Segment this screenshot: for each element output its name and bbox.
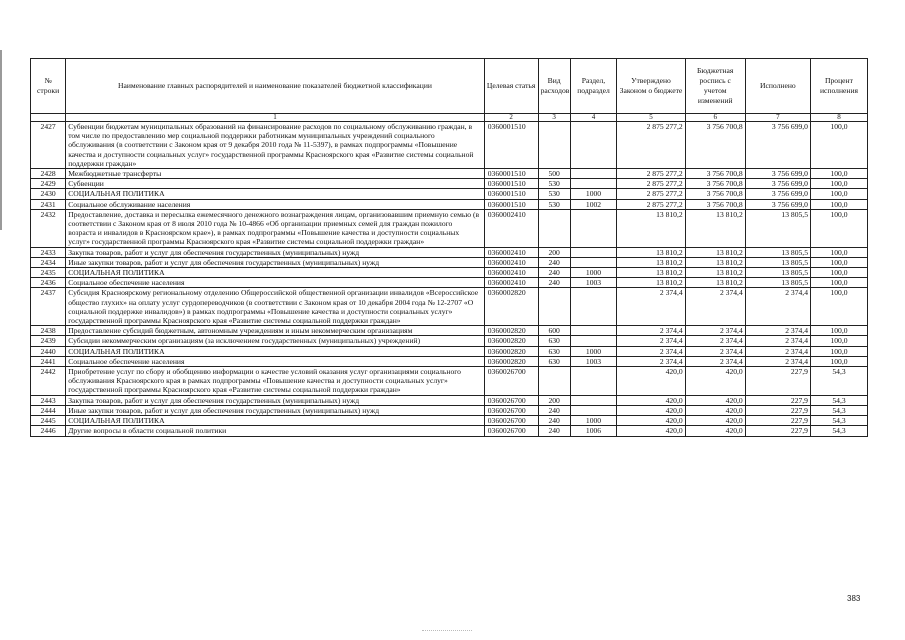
row-percent: 100,0	[810, 189, 867, 199]
row-percent: 100,0	[810, 247, 867, 257]
column-number	[31, 114, 66, 122]
row-approved: 2 374,4	[617, 336, 685, 346]
row-executed: 2 374,4	[745, 326, 810, 336]
table-row	[31, 416, 868, 426]
row-expense-type: 630	[538, 336, 570, 346]
row-percent: 100,0	[810, 209, 867, 247]
row-target-article: 0360026700	[484, 405, 538, 415]
column-number: 7	[745, 114, 810, 122]
row-number: 2446	[31, 426, 66, 436]
table-row	[31, 189, 868, 199]
row-name: СОЦИАЛЬНАЯ ПОЛИТИКА	[66, 346, 485, 356]
row-name: Субсидии некоммерческим организациям (за исключением государственных (муниципальных) учреждений)	[66, 336, 485, 346]
table-row	[31, 426, 868, 436]
row-section	[570, 405, 617, 415]
row-section	[570, 336, 617, 346]
row-section	[570, 209, 617, 247]
row-percent: 54,3	[810, 367, 867, 396]
row-budget-schedule: 13 810,2	[685, 209, 745, 247]
row-approved: 2 374,4	[617, 288, 685, 326]
row-approved: 2 875 277,2	[617, 199, 685, 209]
row-section	[570, 169, 617, 179]
row-budget-schedule: 2 374,4	[685, 326, 745, 336]
row-section: 1000	[570, 346, 617, 356]
row-target-article: 0360026700	[484, 395, 538, 405]
row-target-article: 0360002410	[484, 257, 538, 267]
row-number: 2439	[31, 336, 66, 346]
row-number: 2434	[31, 257, 66, 267]
row-expense-type	[538, 209, 570, 247]
header-section: Раздел, подраздел	[570, 59, 617, 114]
row-budget-schedule: 420,0	[685, 426, 745, 436]
row-percent: 100,0	[810, 356, 867, 366]
row-approved: 13 810,2	[617, 268, 685, 278]
column-number: 1	[66, 114, 485, 122]
row-approved: 2 374,4	[617, 326, 685, 336]
row-budget-schedule: 2 374,4	[685, 336, 745, 346]
row-budget-schedule: 3 756 700,8	[685, 169, 745, 179]
row-approved: 420,0	[617, 426, 685, 436]
row-budget-schedule: 13 810,2	[685, 268, 745, 278]
table-row	[31, 356, 868, 366]
row-approved: 420,0	[617, 395, 685, 405]
column-number: 6	[685, 114, 745, 122]
row-approved: 2 875 277,2	[617, 169, 685, 179]
row-target-article: 0360002410	[484, 209, 538, 247]
row-budget-schedule: 420,0	[685, 416, 745, 426]
row-expense-type: 200	[538, 395, 570, 405]
row-approved: 2 875 277,2	[617, 189, 685, 199]
row-name: Субвенции	[66, 179, 485, 189]
column-number: 4	[570, 114, 617, 122]
row-target-article: 0360002410	[484, 247, 538, 257]
row-budget-schedule: 2 374,4	[685, 346, 745, 356]
row-budget-schedule: 420,0	[685, 395, 745, 405]
row-expense-type: 530	[538, 199, 570, 209]
row-budget-schedule: 420,0	[685, 405, 745, 415]
row-executed: 2 374,4	[745, 288, 810, 326]
row-approved: 13 810,2	[617, 278, 685, 288]
row-budget-schedule: 3 756 700,8	[685, 179, 745, 189]
table-row	[31, 288, 868, 326]
column-number: 2	[484, 114, 538, 122]
row-number: 2437	[31, 288, 66, 326]
header-percent: Процент исполнения	[810, 59, 867, 114]
row-number: 2435	[31, 268, 66, 278]
row-executed: 13 805,5	[745, 268, 810, 278]
row-budget-schedule: 13 810,2	[685, 257, 745, 267]
row-executed: 227,9	[745, 405, 810, 415]
row-section	[570, 122, 617, 169]
row-target-article: 0360002410	[484, 268, 538, 278]
row-executed: 227,9	[745, 416, 810, 426]
table-row	[31, 367, 868, 396]
row-expense-type: 240	[538, 268, 570, 278]
row-name: СОЦИАЛЬНАЯ ПОЛИТИКА	[66, 189, 485, 199]
row-executed: 2 374,4	[745, 356, 810, 366]
table-row	[31, 122, 868, 169]
row-expense-type	[538, 367, 570, 396]
header-name: Наименование главных распорядителей и наименование показателей бюджетной классификации	[66, 59, 485, 114]
row-executed: 227,9	[745, 426, 810, 436]
row-percent: 100,0	[810, 169, 867, 179]
row-expense-type: 240	[538, 278, 570, 288]
row-name: СОЦИАЛЬНАЯ ПОЛИТИКА	[66, 416, 485, 426]
row-target-article: 0360001510	[484, 199, 538, 209]
row-number: 2443	[31, 395, 66, 405]
row-section: 1000	[570, 189, 617, 199]
row-target-article: 0360001510	[484, 169, 538, 179]
row-executed: 227,9	[745, 395, 810, 405]
row-executed: 227,9	[745, 367, 810, 396]
table-row	[31, 326, 868, 336]
table-row	[31, 346, 868, 356]
table-row	[31, 336, 868, 346]
row-approved: 2 374,4	[617, 346, 685, 356]
row-percent: 100,0	[810, 326, 867, 336]
row-percent: 100,0	[810, 346, 867, 356]
row-approved: 420,0	[617, 367, 685, 396]
row-approved: 2 374,4	[617, 356, 685, 366]
row-executed: 3 756 699,0	[745, 122, 810, 169]
row-expense-type	[538, 122, 570, 169]
row-expense-type: 630	[538, 346, 570, 356]
row-percent: 54,3	[810, 405, 867, 415]
row-approved: 13 810,2	[617, 247, 685, 257]
row-name: Другие вопросы в области социальной политики	[66, 426, 485, 436]
row-number: 2428	[31, 169, 66, 179]
row-executed: 3 756 699,0	[745, 179, 810, 189]
row-target-article: 0360026700	[484, 367, 538, 396]
row-number: 2431	[31, 199, 66, 209]
row-expense-type	[538, 288, 570, 326]
row-target-article: 0360002820	[484, 288, 538, 326]
header-row-number: № строки	[31, 59, 66, 114]
table-row	[31, 257, 868, 267]
row-budget-schedule: 13 810,2	[685, 247, 745, 257]
row-target-article: 0360001510	[484, 189, 538, 199]
row-number: 2433	[31, 247, 66, 257]
row-number: 2442	[31, 367, 66, 396]
row-percent: 100,0	[810, 278, 867, 288]
column-number-row	[31, 114, 868, 122]
row-expense-type: 240	[538, 405, 570, 415]
table-row	[31, 405, 868, 415]
row-section	[570, 179, 617, 189]
table-row	[31, 268, 868, 278]
row-percent: 54,3	[810, 416, 867, 426]
row-budget-schedule: 3 756 700,8	[685, 122, 745, 169]
row-section	[570, 395, 617, 405]
row-expense-type: 240	[538, 257, 570, 267]
column-number: 5	[617, 114, 685, 122]
row-number: 2440	[31, 346, 66, 356]
row-approved: 2 875 277,2	[617, 122, 685, 169]
row-number: 2438	[31, 326, 66, 336]
row-expense-type: 600	[538, 326, 570, 336]
row-target-article: 0360001510	[484, 122, 538, 169]
row-budget-schedule: 3 756 700,8	[685, 199, 745, 209]
row-expense-type: 530	[538, 179, 570, 189]
row-executed: 13 805,5	[745, 257, 810, 267]
row-approved: 2 875 277,2	[617, 179, 685, 189]
table-header	[31, 59, 868, 122]
row-executed: 3 756 699,0	[745, 189, 810, 199]
row-number: 2444	[31, 405, 66, 415]
table-row	[31, 247, 868, 257]
table-body	[31, 122, 868, 437]
row-name: Закупка товаров, работ и услуг для обеспечения государственных (муниципальных) нужд	[66, 247, 485, 257]
row-approved: 420,0	[617, 405, 685, 415]
row-name: Предоставление, доставка и пересылка ежемесячного денежного вознаграждения лицам, организовавшим приемную семью (в соответствии с Законом края от 8 июля 2010 года № 10-4866 «Об организации приемных семей для граждан пожилого возраста и инвалидов в Красноярском крае»), в рамках подпрограммы «Повышение качества и доступности социальных услуг» государственной программы Красноярского края «Развитие системы социальной поддержки граждан»	[66, 209, 485, 247]
column-number: 3	[538, 114, 570, 122]
scan-artifact	[422, 630, 472, 634]
row-expense-type: 630	[538, 356, 570, 366]
row-number: 2445	[31, 416, 66, 426]
row-name: СОЦИАЛЬНАЯ ПОЛИТИКА	[66, 268, 485, 278]
row-executed: 2 374,4	[745, 346, 810, 356]
budget-table	[30, 58, 868, 437]
row-name: Предоставление субсидий бюджетным, автономным учреждениям и иным некоммерческим организациям	[66, 326, 485, 336]
row-budget-schedule: 3 756 700,8	[685, 189, 745, 199]
row-executed: 13 805,5	[745, 209, 810, 247]
row-target-article: 0360026700	[484, 416, 538, 426]
row-section: 1000	[570, 416, 617, 426]
row-name: Субвенции бюджетам муниципальных образований на финансирование расходов по социальному обслуживанию граждан, в том числе по предоставлению мер социальной поддержки работникам муниципальных учреждений социального обслуживания (в соответствии с Законом края от 9 декабря 2010 года № 11-5397), в рамках подпрограммы «Повышение качества и доступности социальных услуг» государственной программы Красноярского края «Развитие системы социальной поддержки граждан»	[66, 122, 485, 169]
row-name: Социальное обеспечение населения	[66, 356, 485, 366]
row-number: 2441	[31, 356, 66, 366]
row-name: Субсидия Красноярскому региональному отделению Общероссийской общественной организации инвалидов «Всероссийское общество глухих» на оплату услуг сурдопереводчиков (в соответствии с Законом края от 10 декабря 2004 года № 12-2707 «О социальной поддержке инвалидов») в рамках подпрограммы «Повышение качества и доступности социальных услуг» государственной программы Красноярского края «Развитие системы социальной поддержки граждан»	[66, 288, 485, 326]
row-section	[570, 257, 617, 267]
row-approved: 13 810,2	[617, 257, 685, 267]
row-percent: 100,0	[810, 257, 867, 267]
table-row	[31, 199, 868, 209]
row-target-article: 0360002820	[484, 326, 538, 336]
row-section	[570, 288, 617, 326]
row-percent: 54,3	[810, 395, 867, 405]
row-percent: 100,0	[810, 199, 867, 209]
header-target-article: Целевая статья	[484, 59, 538, 114]
row-name: Иные закупки товаров, работ и услуг для обеспечения государственных (муниципальных) нужд	[66, 405, 485, 415]
row-budget-schedule: 420,0	[685, 367, 745, 396]
row-executed: 3 756 699,0	[745, 169, 810, 179]
row-approved: 420,0	[617, 416, 685, 426]
row-expense-type: 530	[538, 189, 570, 199]
row-number: 2430	[31, 189, 66, 199]
row-section	[570, 247, 617, 257]
row-expense-type: 500	[538, 169, 570, 179]
row-name: Иные закупки товаров, работ и услуг для обеспечения государственных (муниципальных) нужд	[66, 257, 485, 267]
row-section: 1002	[570, 199, 617, 209]
header-approved: Утверждено Законом о бюджете	[617, 59, 685, 114]
row-expense-type: 240	[538, 426, 570, 436]
row-percent: 54,3	[810, 426, 867, 436]
column-number: 8	[810, 114, 867, 122]
row-name: Социальное обслуживание населения	[66, 199, 485, 209]
row-section: 1003	[570, 356, 617, 366]
row-budget-schedule: 13 810,2	[685, 278, 745, 288]
table-row	[31, 278, 868, 288]
page-number: 383	[847, 594, 861, 603]
table-row	[31, 209, 868, 247]
row-name: Закупка товаров, работ и услуг для обеспечения государственных (муниципальных) нужд	[66, 395, 485, 405]
row-number: 2436	[31, 278, 66, 288]
row-section: 1000	[570, 268, 617, 278]
header-expense-type: Вид расходов	[538, 59, 570, 114]
row-section: 1003	[570, 278, 617, 288]
row-expense-type: 240	[538, 416, 570, 426]
row-number: 2429	[31, 179, 66, 189]
table-row	[31, 179, 868, 189]
row-section	[570, 367, 617, 396]
binding-mark	[0, 50, 2, 230]
row-number: 2432	[31, 209, 66, 247]
row-percent: 100,0	[810, 268, 867, 278]
row-executed: 2 374,4	[745, 336, 810, 346]
row-percent: 100,0	[810, 179, 867, 189]
row-executed: 13 805,5	[745, 247, 810, 257]
row-approved: 13 810,2	[617, 209, 685, 247]
row-budget-schedule: 2 374,4	[685, 356, 745, 366]
row-target-article: 0360002410	[484, 278, 538, 288]
row-target-article: 0360002820	[484, 336, 538, 346]
row-section	[570, 326, 617, 336]
table-row	[31, 395, 868, 405]
row-name: Межбюджетные трансферты	[66, 169, 485, 179]
row-percent: 100,0	[810, 122, 867, 169]
row-number: 2427	[31, 122, 66, 169]
row-executed: 3 756 699,0	[745, 199, 810, 209]
row-target-article: 0360002820	[484, 356, 538, 366]
row-name: Социальное обеспечение населения	[66, 278, 485, 288]
header-executed: Исполнено	[745, 59, 810, 114]
row-target-article: 0360001510	[484, 179, 538, 189]
row-target-article: 0360026700	[484, 426, 538, 436]
row-name: Приобретение услуг по сбору и обобщению информации о качестве условий оказания услуг организациями социального обслуживания Красноярского края в рамках подпрограммы «Повышение качества и доступности социальных услуг» государственной программы Красноярского края «Развитие системы социальной поддержки граждан»	[66, 367, 485, 396]
row-executed: 13 805,5	[745, 278, 810, 288]
row-section: 1006	[570, 426, 617, 436]
table-row	[31, 169, 868, 179]
header-budget-schedule: Бюджетная роспись с учетом изменений	[685, 59, 745, 114]
row-target-article: 0360002820	[484, 346, 538, 356]
row-budget-schedule: 2 374,4	[685, 288, 745, 326]
row-percent: 100,0	[810, 336, 867, 346]
row-percent: 100,0	[810, 288, 867, 326]
row-expense-type: 200	[538, 247, 570, 257]
